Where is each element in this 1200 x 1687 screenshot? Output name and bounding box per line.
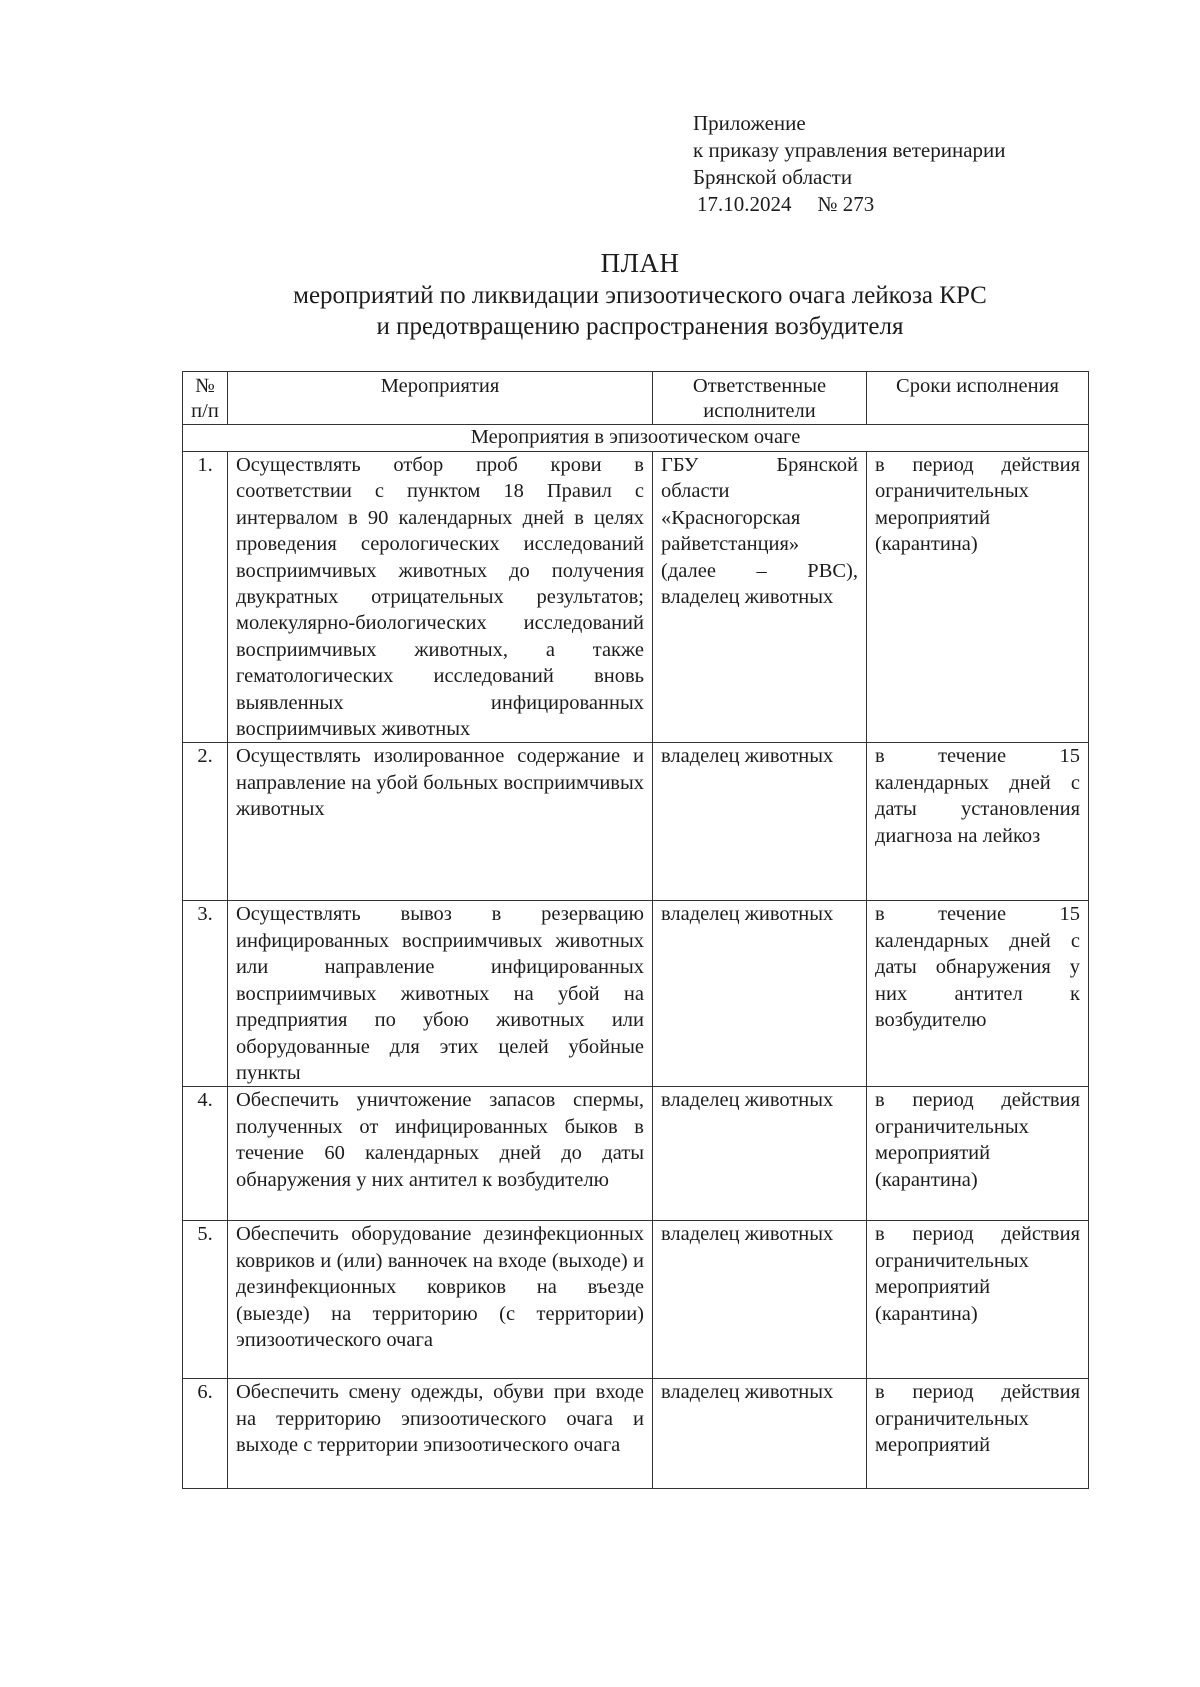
row-activity: Осуществлять изолированное содержание и направление на убой больных восприимчивых животных bbox=[228, 743, 653, 901]
appendix-label: Приложение bbox=[693, 111, 806, 135]
appendix-date-line bbox=[693, 191, 1006, 218]
row-activity: Осуществлять отбор проб крови в соответствии с пунктом 18 Правил с интервалом в 90 календарных дней в целях проведения серологических исследований восприимчивых животных до получения двукратных отрицательных результатов; молекулярно-биологических исследований восприимчивых животных, а также гематологических исследований вновь выявленных инфицированных восприимчивых животных bbox=[228, 452, 653, 743]
header-activity: Мероприятия bbox=[228, 372, 653, 425]
row-activity: Обеспечить смену одежды, обуви при входе на территорию эпизоотического очага и выходе с территории эпизоотического очага bbox=[228, 1379, 653, 1489]
title-line-3: и предотвращению распространения возбудителя bbox=[376, 313, 904, 340]
header-responsible: Ответственные исполнители bbox=[653, 372, 867, 425]
row-responsible: владелец животных bbox=[653, 1379, 867, 1489]
document-title bbox=[160, 248, 1120, 342]
header-num: № п/п bbox=[183, 372, 228, 425]
table-row bbox=[183, 452, 1089, 743]
row-responsible: владелец животных bbox=[653, 901, 867, 1087]
appendix-order-ref: к приказу управления ветеринарии bbox=[693, 138, 1006, 162]
table-row bbox=[183, 1221, 1089, 1379]
section-row bbox=[183, 425, 1089, 452]
table-header-row bbox=[183, 372, 1089, 425]
row-number: 3. bbox=[183, 901, 228, 1087]
row-deadline: в течение 15 календарных дней с даты установления диагноза на лейкоз bbox=[867, 743, 1089, 901]
table-row bbox=[183, 901, 1089, 1087]
title-line-2: мероприятий по ликвидации эпизоотического очага лейкоза КРС bbox=[293, 282, 987, 309]
table-row bbox=[183, 743, 1089, 901]
row-number: 2. bbox=[183, 743, 228, 901]
order-date: 17.10.2024 bbox=[697, 192, 792, 216]
row-activity: Обеспечить уничтожение запасов спермы, полученных от инфицированных быков в течение 60 календарных дней до даты обнаружения у них антител к возбудителю bbox=[228, 1087, 653, 1221]
row-deadline: в период действия ограничительных мероприятий (карантина) bbox=[867, 1087, 1089, 1221]
table-row bbox=[183, 1379, 1089, 1489]
row-number: 1. bbox=[183, 452, 228, 743]
row-deadline: в период действия ограничительных мероприятий bbox=[867, 1379, 1089, 1489]
row-number: 5. bbox=[183, 1221, 228, 1379]
title-main: ПЛАН bbox=[600, 248, 680, 278]
row-responsible: ГБУ Брянской области «Красногорская райветстанция» (далее – РВС), владелец животных bbox=[653, 452, 867, 743]
appendix-region: Брянской области bbox=[693, 165, 853, 189]
table-row bbox=[183, 1087, 1089, 1221]
row-number: 4. bbox=[183, 1087, 228, 1221]
row-responsible: владелец животных bbox=[653, 1221, 867, 1379]
row-responsible: владелец животных bbox=[653, 743, 867, 901]
row-deadline: в течение 15 календарных дней с даты обнаружения у них антител к возбудителю bbox=[867, 901, 1089, 1087]
row-deadline: в период действия ограничительных мероприятий (карантина) bbox=[867, 452, 1089, 743]
section-title: Мероприятия в эпизоотическом очаге bbox=[183, 425, 1089, 452]
row-activity: Обеспечить оборудование дезинфекционных ковриков и (или) ванночек на входе (выходе) и дезинфекционных ковриков на въезде (выезде) на территорию (с территории) эпизоотического очага bbox=[228, 1221, 653, 1379]
appendix-block bbox=[693, 110, 1006, 218]
row-deadline: в период действия ограничительных мероприятий (карантина) bbox=[867, 1221, 1089, 1379]
header-deadline: Сроки исполнения bbox=[867, 372, 1089, 425]
row-responsible: владелец животных bbox=[653, 1087, 867, 1221]
plan-table bbox=[182, 371, 1089, 1489]
order-number: № 273 bbox=[817, 192, 875, 216]
row-number: 6. bbox=[183, 1379, 228, 1489]
row-activity: Осуществлять вывоз в резервацию инфицированных восприимчивых животных или направление инфицированных восприимчивых животных на убой на предприятия по убою животных или оборудованные для этих целей убойные пункты bbox=[228, 901, 653, 1087]
